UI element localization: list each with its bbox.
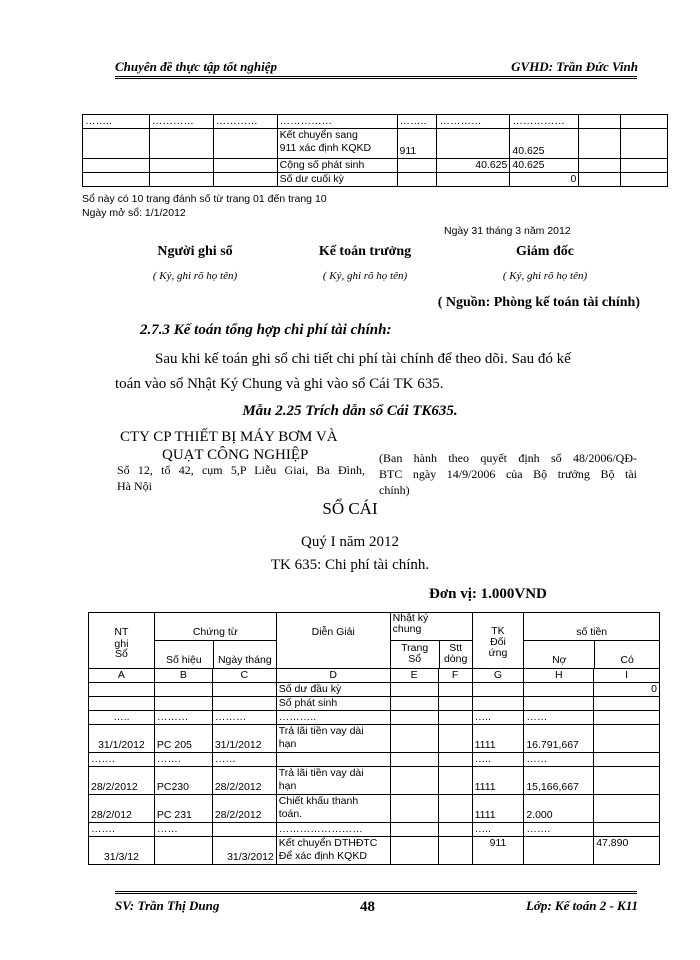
cell: …….. — [83, 115, 150, 129]
header-label: dòng — [443, 653, 468, 665]
cell — [472, 697, 524, 711]
cell — [438, 683, 472, 697]
cell — [438, 823, 472, 837]
cell: ….. — [89, 711, 155, 725]
cell: …….. — [397, 115, 437, 129]
header-line: ghi — [114, 638, 129, 650]
desc-line: Kết chuyển DTHĐTC — [278, 837, 378, 849]
cell — [154, 837, 212, 865]
cell: 911 — [397, 129, 437, 159]
cell: 31/1/2012 — [89, 725, 155, 753]
signature-title: Giám đốc — [516, 244, 574, 259]
cell: …… — [524, 753, 594, 767]
date-line: Ngày 31 tháng 3 năm 2012 — [444, 225, 571, 237]
header-nt — [89, 613, 155, 669]
header-description: Diễn Giải — [276, 613, 390, 669]
cell: 28/2/2012 — [89, 767, 155, 795]
ledger-table — [88, 612, 660, 865]
cell — [438, 837, 472, 865]
cell — [89, 697, 155, 711]
header-label: ứng — [488, 647, 508, 659]
header-journal — [390, 613, 472, 669]
cell: 28/2/2012 — [212, 767, 276, 795]
desc-line: hạn — [278, 780, 297, 792]
header-debit: Nợ — [524, 641, 595, 668]
desc-line: hạn — [278, 738, 297, 750]
company-address-2: Hà Nội — [117, 479, 152, 493]
cell: …………… — [277, 115, 397, 129]
cell: ……. — [524, 823, 594, 837]
header-label: chung — [392, 623, 422, 635]
header-page — [391, 641, 440, 668]
signature-chief-accountant — [290, 244, 440, 282]
table-row — [89, 697, 660, 711]
cell: 28/2/2012 — [212, 795, 276, 823]
cell — [149, 159, 213, 173]
table-row — [89, 683, 660, 697]
cell — [621, 159, 668, 173]
cell: 31/3/12 — [89, 837, 155, 865]
decree-line: (Ban hành theo quyết định số 48/2006/QĐ- — [379, 451, 637, 465]
cell — [397, 159, 437, 173]
cell: 1111 — [472, 795, 524, 823]
cell — [438, 725, 472, 753]
cell — [212, 823, 276, 837]
cell: ….. — [472, 711, 524, 725]
cell — [276, 837, 390, 865]
cell — [213, 159, 277, 173]
cell: 15,166,667 — [524, 767, 594, 795]
decree-line: chính) — [379, 483, 410, 497]
signature-title: Kế toán trưởng — [318, 244, 412, 259]
signature-note: ( Ký, ghi rõ họ tên) — [322, 270, 408, 282]
cell: 16.791,667 — [524, 725, 594, 753]
header-label: Stt — [449, 642, 463, 654]
col-letter: H — [524, 669, 594, 683]
cell: 31/1/2012 — [212, 725, 276, 753]
cell — [390, 753, 438, 767]
header-label: Sổ — [408, 653, 422, 665]
account-title: TK 635: Chi phí tài chính. — [270, 557, 430, 573]
cell: 911 — [472, 837, 524, 865]
cell — [438, 767, 472, 795]
header-account — [472, 613, 524, 669]
cell — [524, 837, 594, 865]
desc-line: Trả lãi tiền vay dài — [278, 767, 364, 779]
cell — [277, 129, 397, 159]
header-voucher — [154, 613, 276, 669]
header-line: Sổ — [115, 648, 128, 660]
cell — [213, 173, 277, 187]
cell — [390, 795, 438, 823]
book-open-date: Ngày mở sổ: 1/1/2012 — [82, 207, 186, 219]
header-label: Trang — [401, 642, 429, 654]
page-number: 48 — [360, 899, 375, 915]
cell — [213, 129, 277, 159]
cell: ……….. — [276, 711, 390, 725]
cell: …… — [212, 753, 276, 767]
section-heading: 2.7.3 Kế toán tổng hợp chi phí tài chính: — [140, 322, 392, 338]
header-credit: Có — [620, 654, 634, 666]
quarter: Quý I năm 2012 — [301, 534, 399, 550]
ledger-title: SỔ CÁI — [322, 499, 378, 518]
cell — [594, 697, 660, 711]
cell: 28/2/012 — [89, 795, 155, 823]
col-letter: E — [390, 669, 438, 683]
cell: Số phát sinh — [276, 697, 390, 711]
header-label: số tiền — [576, 626, 608, 638]
footer-rule — [115, 891, 637, 892]
cell: ………… — [437, 115, 510, 129]
header-label: TK — [491, 625, 505, 637]
cell — [579, 115, 621, 129]
signature-director — [470, 244, 620, 282]
source-note: ( Nguồn: Phòng kế toán tài chính) — [437, 295, 640, 310]
cell — [524, 697, 594, 711]
desc-line: toán. — [278, 808, 303, 820]
signature-recorder — [120, 244, 270, 282]
cell — [390, 823, 438, 837]
cell: ……. — [89, 753, 155, 767]
cell — [149, 129, 213, 159]
cell — [594, 725, 660, 753]
cell — [276, 753, 390, 767]
header-line: NT — [114, 626, 129, 638]
cell: 31/3/2012 — [212, 837, 276, 865]
cell: Số dư cuối kỳ — [277, 173, 397, 187]
cell — [594, 711, 660, 725]
table-row — [89, 711, 660, 725]
company-name: CTY CP THIẾT BỊ MÁY BƠM VÀ — [120, 429, 338, 445]
col-letter: G — [472, 669, 524, 683]
col-letter: I — [594, 669, 660, 683]
cell — [83, 173, 150, 187]
cell: 40.625 — [437, 159, 510, 173]
col-letter: B — [154, 669, 212, 683]
cell — [472, 683, 524, 697]
company-name-2: QUẠT CÔNG NGHIỆP — [162, 447, 309, 463]
cell — [621, 129, 668, 159]
cell — [438, 697, 472, 711]
table-row — [89, 767, 660, 795]
signature-note: ( Ký, ghi rõ họ tên) — [152, 270, 238, 282]
table-row — [89, 753, 660, 767]
cell — [89, 683, 155, 697]
col-letter: A — [89, 669, 155, 683]
cell — [621, 115, 668, 129]
header-label: Nhật ký — [392, 612, 429, 624]
cell — [397, 173, 437, 187]
cell — [149, 173, 213, 187]
header-voucher-date: Ngày tháng — [217, 654, 272, 666]
cell: ……. — [89, 823, 155, 837]
cell — [594, 823, 660, 837]
table-row — [89, 823, 660, 837]
cell — [621, 173, 668, 187]
signature-title: Người ghi sổ — [157, 244, 233, 259]
header-label: Đối — [490, 636, 506, 648]
col-letter: C — [212, 669, 276, 683]
footer-student: SV: Trần Thị Dung — [115, 898, 220, 913]
cell: …………………… — [276, 823, 390, 837]
header-line-no — [440, 641, 472, 668]
paragraph-line: Sau khi kế toán ghi sổ chi tiết chi phí tài chính để theo dõi. Sau đó kế — [155, 351, 571, 367]
cell — [437, 173, 510, 187]
header-left: Chuyên đề thực tập tốt nghiệp — [115, 59, 277, 74]
cell: …………… — [510, 115, 579, 129]
cell — [390, 711, 438, 725]
cell: Cộng số phát sinh — [277, 159, 397, 173]
cell: ……… — [212, 711, 276, 725]
footer-class: Lớp: Kế toán 2 - K11 — [525, 898, 638, 913]
cell — [579, 159, 621, 173]
table-row — [89, 795, 660, 823]
cell — [579, 173, 621, 187]
cell — [154, 697, 212, 711]
sample-heading: Mẫu 2.25 Trích dẫn sổ Cái TK635. — [242, 403, 458, 419]
cell — [212, 697, 276, 711]
cell: ….. — [472, 823, 524, 837]
cell — [83, 159, 150, 173]
cell — [212, 683, 276, 697]
cell: ………… — [213, 115, 277, 129]
cell — [594, 767, 660, 795]
desc-line: Để xác định KQKD — [278, 850, 367, 862]
cell: 47.890 — [594, 837, 660, 865]
table-row — [89, 837, 660, 865]
cell — [594, 753, 660, 767]
cell: 2.000 — [524, 795, 594, 823]
cell: ……… — [154, 711, 212, 725]
cell: PC 231 — [154, 795, 212, 823]
cell: 40.625 — [510, 129, 579, 159]
cell — [276, 725, 390, 753]
cell: 1111 — [472, 725, 524, 753]
cell — [594, 795, 660, 823]
cell — [524, 683, 594, 697]
unit-label: Đơn vị: 1.000VND — [429, 586, 547, 602]
header-right: GVHD: Trần Đức Vinh — [511, 59, 638, 74]
cell: …… — [154, 823, 212, 837]
company-address: Số 12, tổ 42, cụm 5,P Liễu Giai, Ba Đình, — [117, 463, 365, 477]
desc-line: 911 xác định KQKD — [279, 142, 372, 154]
cell — [390, 697, 438, 711]
cell: 0 — [510, 173, 579, 187]
header-rule — [115, 76, 637, 77]
cell — [390, 725, 438, 753]
cell — [390, 767, 438, 795]
col-letter: D — [276, 669, 390, 683]
cell — [276, 795, 390, 823]
cell — [437, 129, 510, 159]
cell: PC230 — [154, 767, 212, 795]
paragraph-line: toán vào sổ Nhật Ký Chung và ghi vào sổ Cái TK 635. — [115, 376, 444, 392]
cell: 1111 — [472, 767, 524, 795]
header-amount — [524, 613, 660, 669]
desc-line: Trả lãi tiền vay dài — [278, 725, 364, 737]
decree-line: BTC ngày 14/9/2006 của Bộ trưởng Bộ tài — [379, 467, 637, 481]
cell — [154, 683, 212, 697]
cell — [438, 753, 472, 767]
desc-line: Kết chuyển sang — [279, 129, 358, 141]
table-row — [89, 725, 660, 753]
header-voucher-number: Số hiệu — [155, 641, 214, 668]
cell: 40.625 — [510, 159, 579, 173]
book-pages-note: Sổ này có 10 trang đánh số từ trang 01 đến trang 10 — [82, 193, 327, 205]
cell — [83, 129, 150, 159]
cell: 0 — [594, 683, 660, 697]
cell: PC 205 — [154, 725, 212, 753]
cell: ….. — [472, 753, 524, 767]
signature-note: ( Ký, ghi rõ họ tên) — [502, 270, 588, 282]
footer-rule-2 — [115, 893, 637, 894]
cell — [276, 767, 390, 795]
cell — [390, 837, 438, 865]
cell: ………… — [149, 115, 213, 129]
cell: …… — [524, 711, 594, 725]
top-table — [82, 114, 668, 187]
cell — [438, 711, 472, 725]
cell — [390, 683, 438, 697]
col-letter: F — [438, 669, 472, 683]
cell — [579, 129, 621, 159]
cell: Số dư đầu kỳ — [276, 683, 390, 697]
cell: ……. — [154, 753, 212, 767]
desc-line: Chiết khấu thanh — [278, 795, 359, 807]
header-label: Chứng từ — [192, 626, 238, 638]
header-rule-2 — [115, 78, 637, 79]
cell — [438, 795, 472, 823]
